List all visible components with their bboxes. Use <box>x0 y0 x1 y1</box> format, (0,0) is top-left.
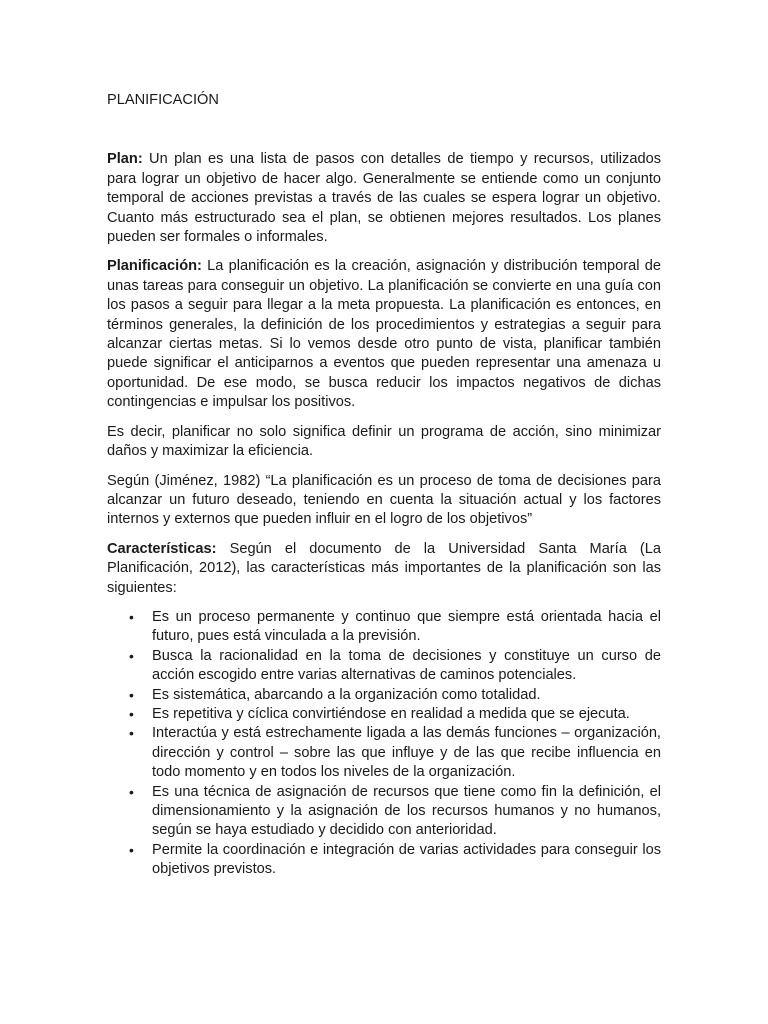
list-item <box>107 841 661 880</box>
paragraph-es-decir <box>107 423 661 462</box>
list-item <box>107 608 661 647</box>
term-planificacion: Planificación: <box>107 258 202 275</box>
paragraph-text: Es decir, planificar no solo significa definir un programa de acción, sino minimizar daños y maximizar la eficiencia. <box>107 423 661 460</box>
paragraph-text: Según el documento de la Universidad Santa María (La Planificación, 2012), las características más importantes de la planificación son las siguientes: <box>107 540 661 596</box>
list-item-text: Es una técnica de asignación de recursos que tiene como fin la definición, el dimensionamiento y la asignación de los recursos humanos y no humanos, según se haya estudiado y decidido con anterioridad. <box>152 783 661 839</box>
list-item-text: Interactúa y está estrechamente ligada a las demás funciones – organización, dirección y control – sobre las que influye y de las que recibe influencia en todo momento y en todos los niveles de la organización. <box>152 725 661 781</box>
characteristics-list <box>107 608 661 880</box>
document-page <box>107 91 661 880</box>
bullet-icon: • <box>129 608 134 625</box>
paragraph-text: Según (Jiménez, 1982) “La planificación es un proceso de toma de decisiones para alcanzar un futuro deseado, teniendo en cuenta la situación actual y los factores internos y externos que pueden influir en el logro de los objetivos” <box>107 472 661 528</box>
bullet-icon: • <box>129 841 134 858</box>
list-item-text: Es un proceso permanente y continuo que siempre está orientada hacia el futuro, pues está vinculada a la previsión. <box>152 608 661 645</box>
list-item <box>107 783 661 841</box>
list-item <box>107 647 661 686</box>
term-caracteristicas: Características: <box>107 540 217 557</box>
list-item <box>107 705 661 724</box>
bullet-icon: • <box>129 647 134 664</box>
bullet-icon: • <box>129 725 134 742</box>
list-item <box>107 686 661 705</box>
paragraph-text: La planificación es la creación, asignación y distribución temporal de unas tareas para conseguir un objetivo. La planificación se convierte en una guía con los pasos a seguir para llegar a la meta propuesta. La planificación es entonces, en términos generales, la definición de los procedimientos y estrategias a seguir para alcanzar ciertas metas. Si lo vemos desde otro punto de vista, planificar también puede significar el anticiparnos a eventos que pueden representar una amenaza u oportunidad. De ese modo, se busca reducir los impactos negativos de dichas contingencias e impulsar los positivos. <box>107 258 661 411</box>
paragraph-quote-jimenez <box>107 472 661 530</box>
list-item-text: Busca la racionalidad en la toma de decisiones y constituye un curso de acción escogido entre varias alternativas de caminos potenciales. <box>152 647 661 684</box>
term-plan: Plan: <box>107 151 143 168</box>
bullet-icon: • <box>129 783 134 800</box>
list-item-text: Es sistemática, abarcando a la organización como totalidad. <box>152 686 541 703</box>
document-title: PLANIFICACIÓN <box>107 92 219 108</box>
list-item-text: Permite la coordinación e integración de varias actividades para conseguir los objetivos previstos. <box>152 841 661 878</box>
paragraph-plan <box>107 150 661 247</box>
paragraph-text: Un plan es una lista de pasos con detalles de tiempo y recursos, utilizados para lograr un objetivo de hacer algo. Generalmente se entiende como un conjunto temporal de acciones previstas a través de las cuales se espera lograr un objetivo. Cuanto más estructurado sea el plan, se obtienen mejores resultados. Los planes pueden ser formales o informales. <box>107 151 661 246</box>
paragraph-planificacion <box>107 257 661 412</box>
bullet-icon: • <box>129 705 134 722</box>
bullet-icon: • <box>129 686 134 703</box>
paragraph-caracteristicas <box>107 540 661 598</box>
list-item <box>107 724 661 782</box>
list-item-text: Es repetitiva y cíclica convirtiéndose en realidad a medida que se ejecuta. <box>152 705 630 722</box>
